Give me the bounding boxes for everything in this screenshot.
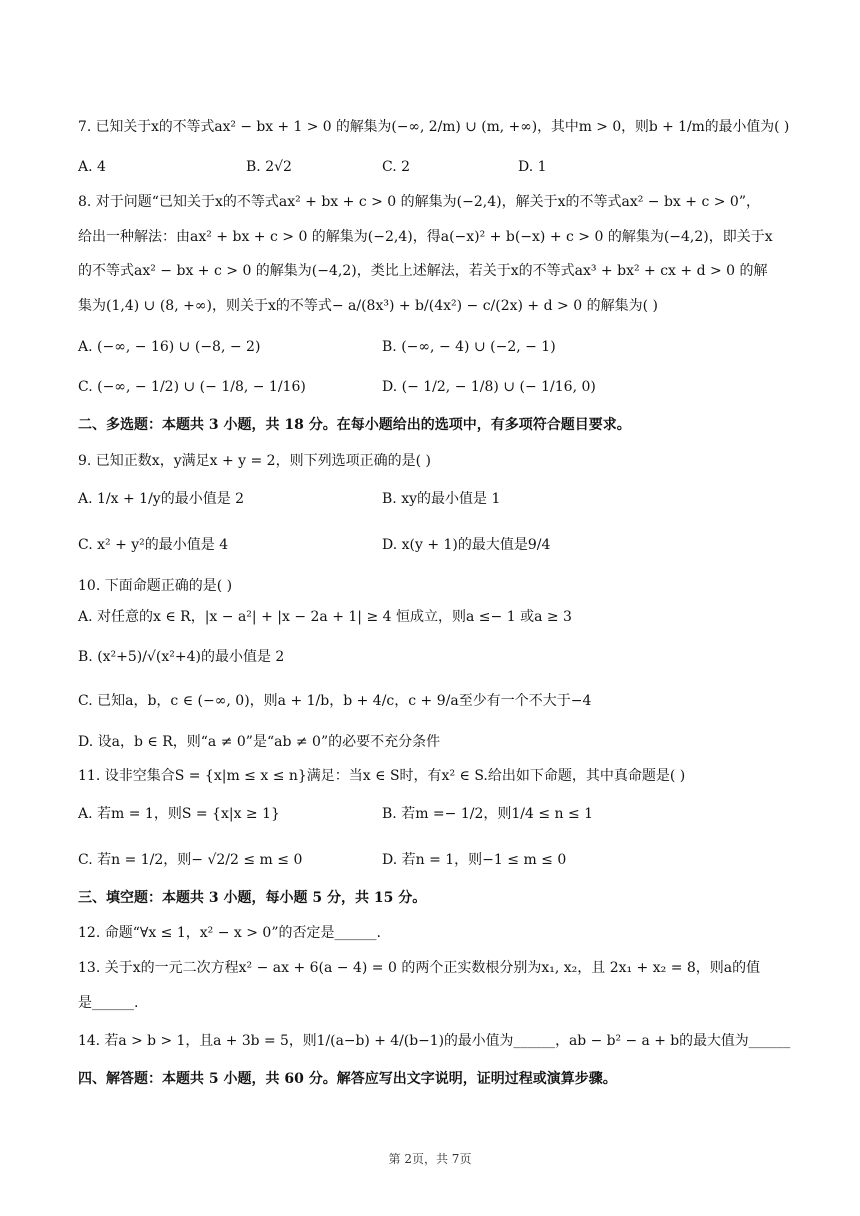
q11-option-d: D. 若n = 1，则−1 ≤ m ≤ 0 [382,852,567,868]
page-footer: 第 2页，共 7页 [388,1152,472,1166]
q14-stem: 14. 若a > b > 1，且a + 3b = 5，则1/(a−b) + 4/(b−1)的最小值为______，ab − b² − a + b的最大值为______ [78,1033,791,1049]
q8-option-c: C. (−∞, − 1/2) ∪ (− 1/8, − 1/16) [78,379,306,395]
q7-option-d: D. 1 [518,159,547,175]
q7-stem: 7. 已知关于x的不等式ax² − bx + 1 > 0 的解集为(−∞, 2/m) ∪ (m, +∞)，其中m > 0，则b + 1/m的最小值为( ) [78,119,790,135]
q9-stem: 9. 已知正数x，y满足x + y = 2，则下列选项正确的是( ) [78,453,431,469]
q11-option-c: C. 若n = 1/2，则− √2/2 ≤ m ≤ 0 [78,852,303,868]
q9-option-c: C. x² + y²的最小值是 4 [78,537,229,553]
q8-stem-line3: 的不等式ax² − bx + c > 0 的解集为(−4,2)，类比上述解法，若关于x的不等式ax³ + bx² + cx + d > 0 的解 [78,263,768,279]
q7-option-b: B. 2√2 [246,159,292,175]
q11-stem: 11. 设非空集合S = {x|m ≤ x ≤ n}满足：当x ∈ S时，有x² ∈ S.给出如下命题，其中真命题是( ) [78,768,686,784]
q9-option-b: B. xy的最小值是 1 [382,491,501,507]
q10-option-a: A. 对任意的x ∈ R，|x − a²| + |x − 2a + 1| ≥ 4 恒成立，则a ≤− 1 或a ≥ 3 [78,609,572,625]
q7-option-a: A. 4 [78,159,106,175]
section-4-heading: 四、解答题：本题共 5 小题，共 60 分。解答应写出文字说明，证明过程或演算步骤。 [78,1071,617,1087]
q8-option-a: A. (−∞, − 16) ∪ (−8, − 2) [78,339,261,355]
q10-option-c: C. 已知a，b，c ∈ (−∞, 0)，则a + 1/b，b + 4/c，c + 9/a至少有一个不大于−4 [78,693,592,709]
section-2-heading: 二、多选题：本题共 3 小题，共 18 分。在每小题给出的选项中，有多项符合题目要求。 [78,417,631,433]
q10-option-b: B. (x²+5)/√(x²+4)的最小值是 2 [78,649,285,665]
q10-stem: 10. 下面命题正确的是( ) [78,578,233,594]
q9-option-d: D. x(y + 1)的最大值是9/4 [382,537,551,553]
q11-option-b: B. 若m =− 1/2，则1/4 ≤ n ≤ 1 [382,806,594,822]
q10-option-d: D. 设a，b ∈ R，则“a ≠ 0”是“ab ≠ 0”的必要不充分条件 [78,734,441,750]
q13-stem-line1: 13. 关于x的一元二次方程x² − ax + 6(a − 4) = 0 的两个正实数根分别为x₁, x₂，且 2x₁ + x₂ = 8，则a的值 [78,960,761,976]
q7-option-c: C. 2 [382,159,411,175]
q11-option-a: A. 若m = 1，则S = {x|x ≥ 1} [78,806,280,822]
section-3-heading: 三、填空题：本题共 3 小题，每小题 5 分，共 15 分。 [78,890,427,906]
q8-stem-line4: 集为(1,4) ∪ (8, +∞)，则关于x的不等式− a/(8x³) + b/(4x²) − c/(2x) + d > 0 的解集为( ) [78,298,658,314]
q12-stem: 12. 命题“∀x ≤ 1，x² − x > 0”的否定是______. [78,925,381,941]
q8-option-b: B. (−∞, − 4) ∪ (−2, − 1) [382,339,556,355]
q8-stem-line1: 8. 对于问题“已知关于x的不等式ax² + bx + c > 0 的解集为(−2,4)，解关于x的不等式ax² − bx + c > 0”， [78,194,760,210]
q8-option-d: D. (− 1/2, − 1/8) ∪ (− 1/16, 0) [382,379,596,395]
q13-stem-line2: 是______. [78,995,139,1011]
q8-stem-line2: 给出一种解法：由ax² + bx + c > 0 的解集为(−2,4)，得a(−x)² + b(−x) + c > 0 的解集为(−4,2)，即关于x [78,229,773,245]
q9-option-a: A. 1/x + 1/y的最小值是 2 [78,491,245,507]
